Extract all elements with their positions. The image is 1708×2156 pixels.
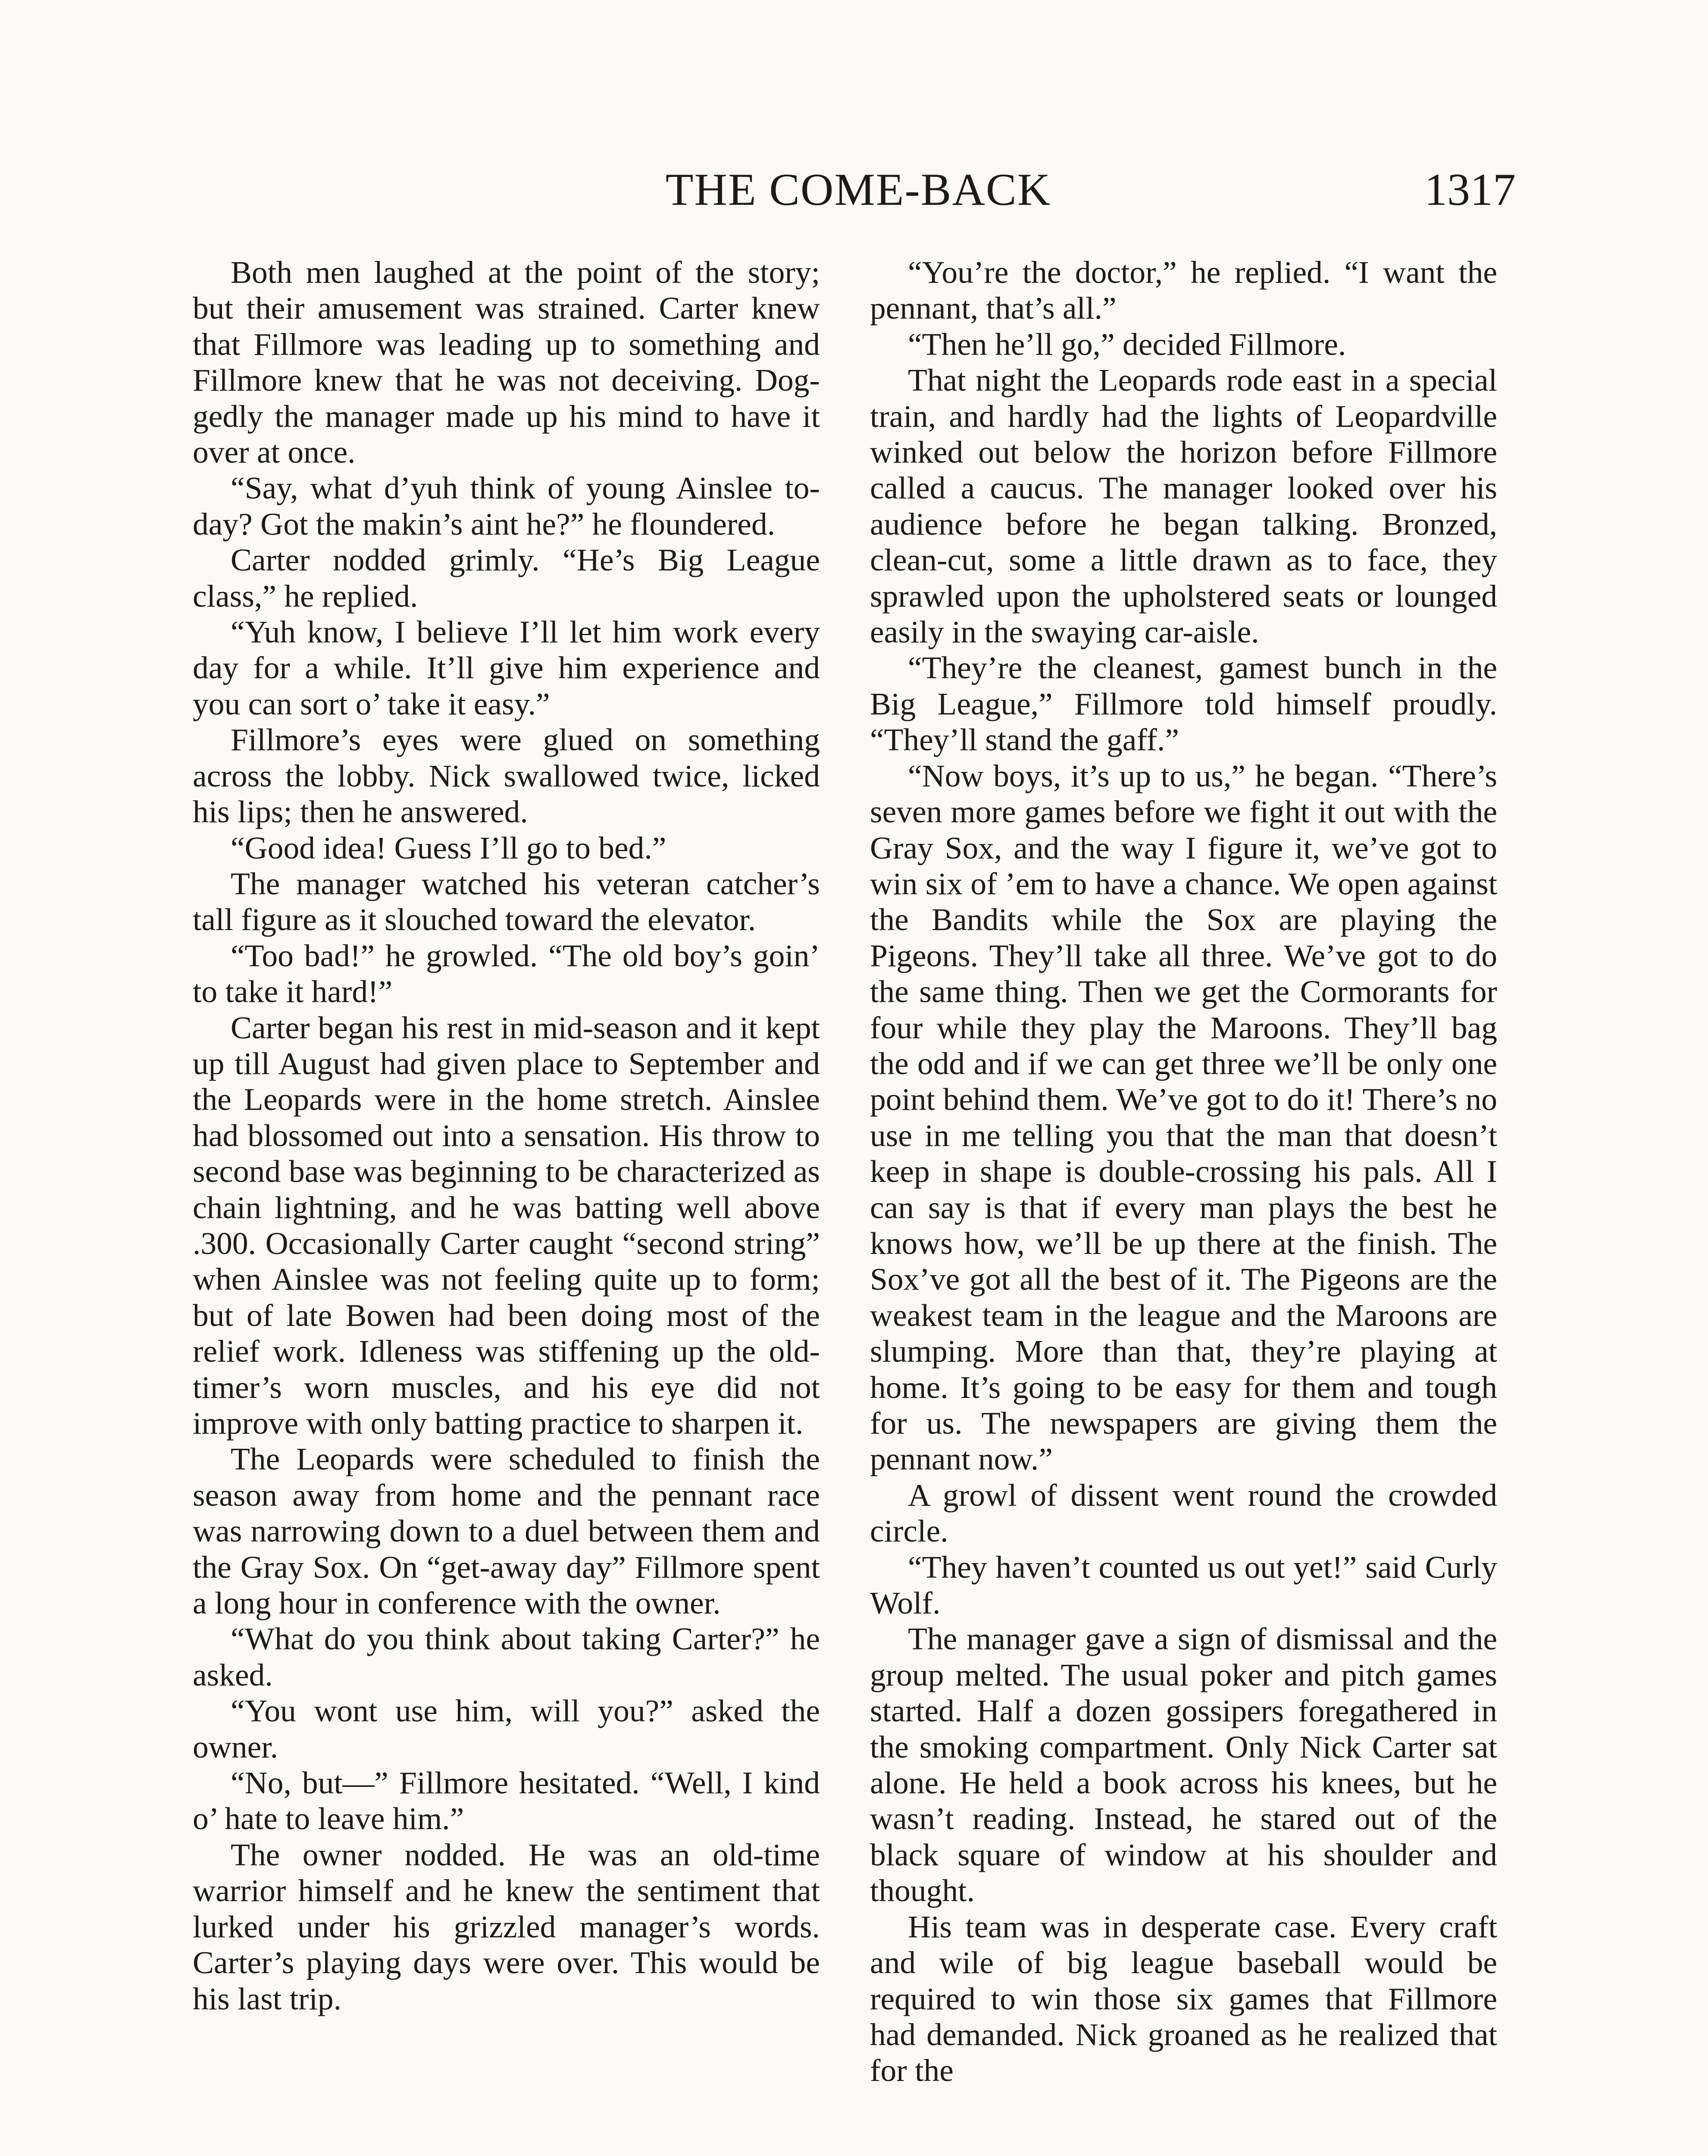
paragraph: Both men laughed at the point of the story; but their amusement was strained. Carter knew that Fillmore was leading up to something and Fillmore knew that he was not deceiving. Doggedly the manager made up his mind to have it over at once.: [193, 255, 820, 470]
paragraph: “Good idea! Guess I’ll go to bed.”: [231, 830, 666, 865]
paragraph: “Say, what d’yuh think of young Ainslee to-day? Got the makin’s aint he?” he floundered.: [193, 470, 820, 542]
paragraph: The manager watched his veteran catcher’s tall figure as it slouched toward the elevator.: [193, 866, 820, 937]
paragraph: “You’re the doctor,” he replied. “I want the pennant, that’s all.”: [870, 255, 1497, 326]
running-head: [201, 153, 1516, 226]
paragraph: “No, but—” Fillmore hesitated. “Well, I kind o’ hate to leave him.”: [193, 1765, 820, 1836]
paragraph: “Then he’ll go,” decided Fillmore.: [908, 326, 1346, 362]
paragraph: “Yuh know, I believe I’ll let him work every day for a while. It’ll give him experience and you can sort o’ take it easy.”: [193, 614, 820, 721]
paragraph: The Leopards were scheduled to finish the season away from home and the pennant race was narrowing down to a duel between them and the Gray Sox. On “get-away day” Fillmore spent a long hour in conference with the owner.: [193, 1442, 820, 1621]
paragraph: Fillmore’s eyes were glued on something across the lobby. Nick swallowed twice, licked his lips; then he answered.: [193, 722, 820, 830]
paragraph: A growl of dissent went round the crowded circle.: [870, 1477, 1497, 1549]
paragraph: “Now boys, it’s up to us,” he began. “There’s seven more games before we fight it out with the Gray Sox, and the way I figure it, we’ve got to win six of ’em to have a chance. We open against the Bandits while the Sox are playing the Pigeons. They’ll take all three. We’ve got to do the same thing. Then we get the Cormorants for four while they play the Maroons. They’ll bag the odd and if we can get three we’ll be only one point behind them. We’ve got to do it! There’s no use in me telling you that the man that doesn’t keep in shape is double-crossing his pals. All I can say is that if every man plays the best he knows how, we’ll be up there at the finish. The Sox’ve got all the best of it. The Pigeons are the weakest team in the league and the Maroons are slumping. More than that, they’re playing at home. It’s going to be easy for them and tough for us. The newspapers are giving them the pennant now.”: [870, 758, 1497, 1477]
paragraph: Carter nodded grimly. “He’s Big League class,” he replied.: [193, 542, 820, 614]
paragraph: His team was in desperate case. Every craft and wile of big league baseball would be required to win those six games that Fillmore had demanded. Nick groaned as he realized that for the: [870, 1909, 1497, 2088]
paragraph: The owner nodded. He was an old-time warrior himself and he knew the sentiment that lurked under his grizzled manager’s words. Carter’s playing days were over. This would be his last trip.: [193, 1837, 820, 2016]
paragraph: “They’re the cleanest, gamest bunch in the Big League,” Fillmore told himself proudly. “They’ll stand the gaff.”: [870, 650, 1497, 758]
paragraph: “They haven’t counted us out yet!” said Curly Wolf.: [870, 1549, 1497, 1621]
paragraph: “You wont use him, will you?” asked the owner.: [193, 1693, 820, 1764]
paragraph: Carter began his rest in mid-season and it kept up till August had given place to September and the Leopards were in the home stretch. Ainslee had blossomed out into a sensation. His throw to second base was beginning to be characterized as chain lightning, and he was batting well above .300. Occasionally Carter caught “second string” when Ainslee was not feeling quite up to form; but of late Bowen had been doing most of the relief work. Idleness was stiffening up the old-timer’s worn muscles, and his eye did not improve with only batting practice to sharpen it.: [193, 1010, 820, 1441]
page-number: 1317: [1424, 164, 1516, 215]
right-column: [870, 254, 1497, 2089]
paragraph: The manager gave a sign of dismissal and the group melted. The usual poker and pitch games started. Half a dozen gossipers foregathered in the smoking compartment. Only Nick Carter sat alone. He held a book across his knees, but he wasn’t reading. Instead, he stared out of the black square of window at his shoulder and thought.: [870, 1621, 1497, 1908]
paragraph: That night the Leopards rode east in a special train, and hardly had the lights of Leopardville winked out below the horizon before Fillmore called a caucus. The manager looked over his audience before he began talking. Bronzed, clean-cut, some a little drawn as to face, they sprawled upon the upholstered seats or lounged easily in the swaying car-aisle.: [870, 363, 1497, 650]
left-column: [193, 254, 820, 2017]
story-title: THE COME-BACK: [665, 164, 1051, 215]
paragraph: “What do you think about taking Carter?” he asked.: [193, 1621, 820, 1692]
paragraph: “Too bad!” he growled. “The old boy’s goin’ to take it hard!”: [193, 938, 820, 1009]
